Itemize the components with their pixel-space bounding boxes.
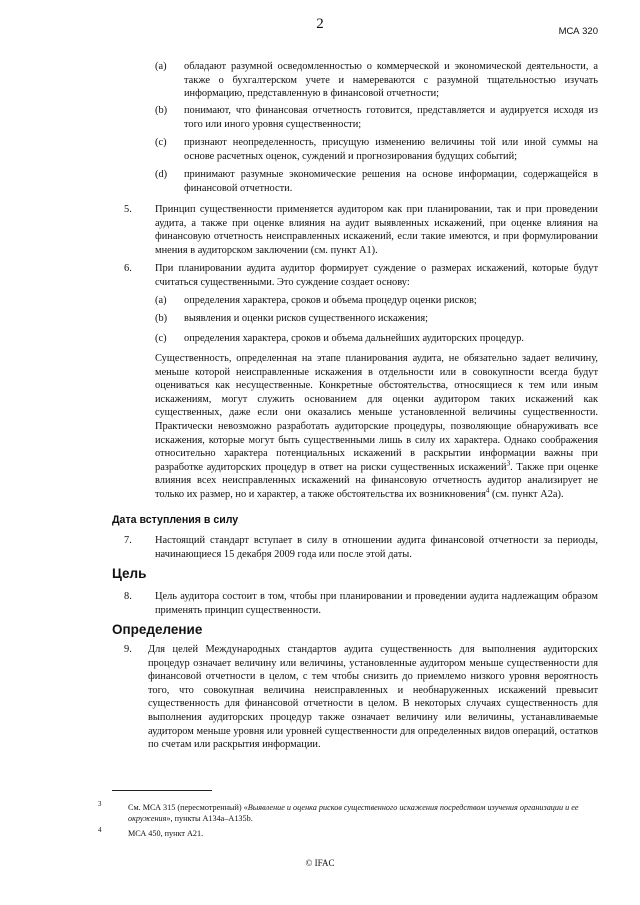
body-text: (см. пункт А2а). <box>489 488 564 500</box>
paragraph-number: 9. <box>124 644 132 655</box>
paragraph-5: Принцип существенности применяется аудитором как при планировании, так и при проведении аудита, а также при оценке влияния на аудит выявленных искажений, при оценке влияния на финансовую отчетность неисправленных искажений, если такие имеются, и при формулировании мнения в аудиторском заключении (см. пункт А1). <box>155 204 598 256</box>
list-marker: (b) <box>155 313 168 324</box>
footnote-3 <box>128 802 598 824</box>
footnote-4: МСА 450, пункт А21. <box>128 829 204 838</box>
paragraph-number: 5. <box>124 204 132 215</box>
list-item-text: признают неопределенность, присущую изменению величины той или иной суммы на основе расчетных оценок, суждений и прогнозирования будущих событий; <box>184 137 598 162</box>
footnote-divider <box>112 790 212 791</box>
list-item-text: выявления и оценки рисков существенного искажения; <box>184 313 428 324</box>
paragraph-6-body <box>155 352 598 502</box>
page-number: 2 <box>316 16 324 32</box>
paragraph-6-intro: При планировании аудита аудитор формирует суждение о размерах искажений, которые будут считаться существенными. Это суждение создает основу: <box>155 263 598 288</box>
list-marker: (a) <box>155 295 167 306</box>
footnote-number: 4 <box>98 826 102 834</box>
paragraph-number: 7. <box>124 535 132 546</box>
list-marker: (a) <box>155 61 167 72</box>
footnote-ref[interactable]: 4 <box>485 486 490 495</box>
section-heading-effective-date: Дата вступления в силу <box>112 514 239 526</box>
list-marker: (d) <box>155 169 168 180</box>
paragraph-8: Цель аудитора состоит в том, чтобы при планировании и проведении аудита надлежащим образом применять принцип существенности. <box>155 591 598 616</box>
paragraph-number: 8. <box>124 591 132 602</box>
paragraph-7: Настоящий стандарт вступает в силу в отношении аудита финансовой отчетности за периоды, начинающиеся 15 декабря 2009 года или после этой даты. <box>155 535 598 560</box>
list-marker: (c) <box>155 333 167 344</box>
list-item-text: обладают разумной осведомленностью о коммерческой и экономической деятельности, а также о бухгалтерском учете и намереваются с разумной тщательностью изучать информацию, представленную в финансовой отчетности; <box>184 61 598 100</box>
list-item-text: понимают, что финансовая отчетность готовится, представляется и аудируется исходя из того или иного уровня существенности; <box>184 105 598 130</box>
body-text: . Также при оценке влияния всех неисправленных искажений на финансовую отчетность аудитор анализирует не только их размер, но и характер, а также обстоятельства их возникновения <box>155 461 598 500</box>
list-item-text: принимают разумные экономические решения на основе информации, содержащейся в финансовой отчетности. <box>184 169 598 194</box>
footnote-text: См. МСА 315 (пересмотренный) « <box>128 803 248 812</box>
paragraph-9: Для целей Международных стандартов аудита существенность для выполнения аудиторских процедур означает величину или величины, установленные аудитором меньше существенности для финансовой отчетности в целом, с тем чтобы снизить до приемлемо низкого уровня вероятность того, что совокупная величина неисправленных и необнаруженных искажений превысит существенность для финансовой отчетности в целом. В некоторых случаях существенность для выполнения аудиторских процедур также означает величину или величины, устанавливаемые аудитором меньше уровня или уровней существенности для определенных видов операций, остатков по счетам или раскрытия информации. <box>148 644 598 751</box>
paragraph-number: 6. <box>124 263 132 274</box>
footnote-text: », пункты А134а–А135b. <box>166 814 253 823</box>
list-marker: (c) <box>155 137 167 148</box>
list-item-text: определения характера, сроков и объема дальнейших аудиторских процедур. <box>184 333 525 344</box>
section-heading-objective: Цель <box>112 566 147 581</box>
list-marker: (b) <box>155 105 168 116</box>
body-text: Существенность, определенная на этапе планирования аудита, не обязательно задает величину, меньше которой неисправленные искажения в отдельности или в совокупности всегда будут оцениваться как несущественные. Конкретные обстоятельства, относящиеся к тем или иным искажениям, могут служить основанием для оценки аудитором таких искажений как существенных, даже если они оказались меньше установленной величины существенности. Практически невозможно разработать аудиторские процедуры, позволяющие обнаруживать все искажения, которые могут быть существенными лишь в силу их характера. Однако соображения относительно характера потенциальных искажений в раскрытии информации важны при разработке аудиторских процедур в ответ на риски существенных искажений <box>155 353 598 473</box>
footer-copyright: © IFAC <box>305 858 335 868</box>
document-code: МСА 320 <box>558 26 598 37</box>
section-heading-definition: Определение <box>112 622 203 637</box>
footnote-title: Выявление и оценка рисков существенного искажения посредством изучения организации и ее окружения <box>128 803 579 823</box>
list-item-text: определения характера, сроков и объема процедур оценки рисков; <box>184 295 477 306</box>
footnote-ref[interactable]: 3 <box>506 459 511 468</box>
footnote-number: 3 <box>98 800 102 808</box>
